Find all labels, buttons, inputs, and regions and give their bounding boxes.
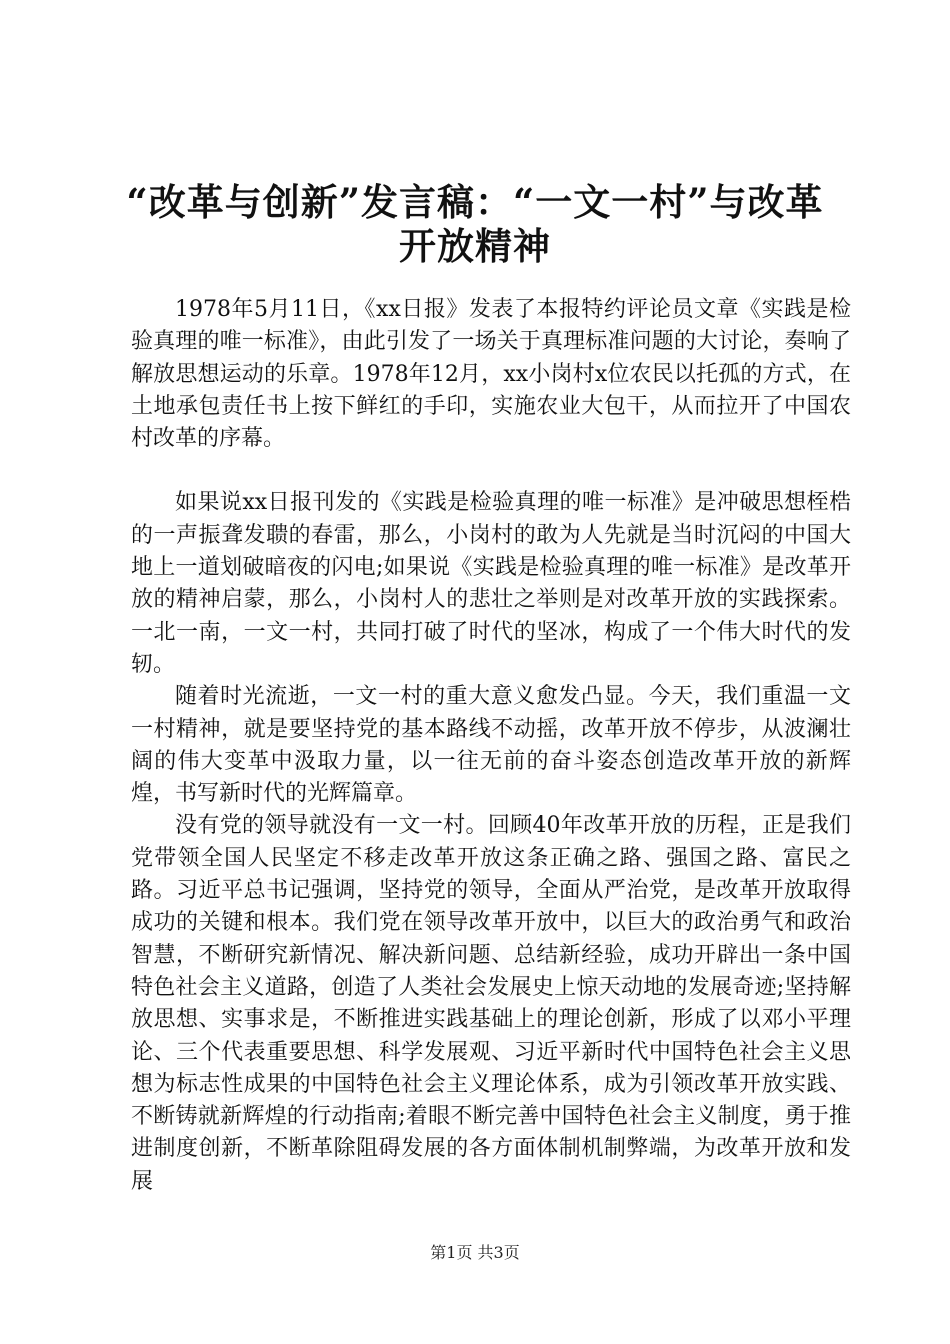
document-title-line2: 开放精神 <box>399 224 551 268</box>
page-number-footer: 第1页 共3页 <box>430 1243 520 1262</box>
paragraph-2: 如果说xx日报刊发的《实践是检验真理的唯一标准》是冲破思想桎梏的一声振聋发聩的春雷，那么，小岗村的敢为人先就是当时沉闷的中国大地上一道划破暗夜的闪电;如果说《实践是检验真理的唯一标准》是改革开放的精神启蒙，那么，小岗村人的悲壮之举则是对改革开放的实践探索。一北一南，一文一村，共同打破了时代的坚冰，构成了一个伟大时代的发轫。 <box>131 490 851 677</box>
paragraph-1: 1978年5月11日，《xx日报》发表了本报特约评论员文章《实践是检验真理的唯一标准》，由此引发了一场关于真理标准问题的大讨论，奏响了解放思想运动的乐章。1978年12月，xx小岗村x位农民以托孤的方式，在土地承包责任书上按下鲜红的手印，实施农业大包干，从而拉开了中国农村改革的序幕。 <box>131 297 851 452</box>
paragraph-3: 随着时光流逝，一文一村的重大意义愈发凸显。今天，我们重温一文一村精神，就是要坚持党的基本路线不动摇，改革开放不停步，从波澜壮阔的伟大变革中汲取力量，以一往无前的奋斗姿态创造改革开放的新辉煌，书写新时代的光辉篇章。 <box>131 684 851 807</box>
document-body <box>131 294 851 1198</box>
document-title-line1: “改革与创新”发言稿：“一文一村”与改革 <box>126 180 824 224</box>
paragraph-4: 没有党的领导就没有一文一村。回顾40年改革开放的历程，正是我们党带领全国人民坚定不移走改革开放这条正确之路、强国之路、富民之路。习近平总书记强调，坚持党的领导，全面从严治党，是改革开放取得成功的关键和根本。我们党在领导改革开放中，以巨大的政治勇气和政治智慧，不断研究新情况、解决新问题、总结新经验，成功开辟出一条中国特色社会主义道路，创造了人类社会发展史上惊天动地的发展奇迹;坚持解放思想、实事求是，不断推进实践基础上的理论创新，形成了以邓小平理论、三个代表重要思想、科学发展观、习近平新时代中国特色社会主义思想为标志性成果的中国特色社会主义理论体系，成为引领改革开放实践、不断铸就新辉煌的行动指南;着眼不断完善中国特色社会主义制度，勇于推进制度创新，不断革除阻碍发展的各方面体制机制弊端，为改革开放和发展 <box>131 813 851 1194</box>
paragraph-spacer <box>131 455 851 487</box>
